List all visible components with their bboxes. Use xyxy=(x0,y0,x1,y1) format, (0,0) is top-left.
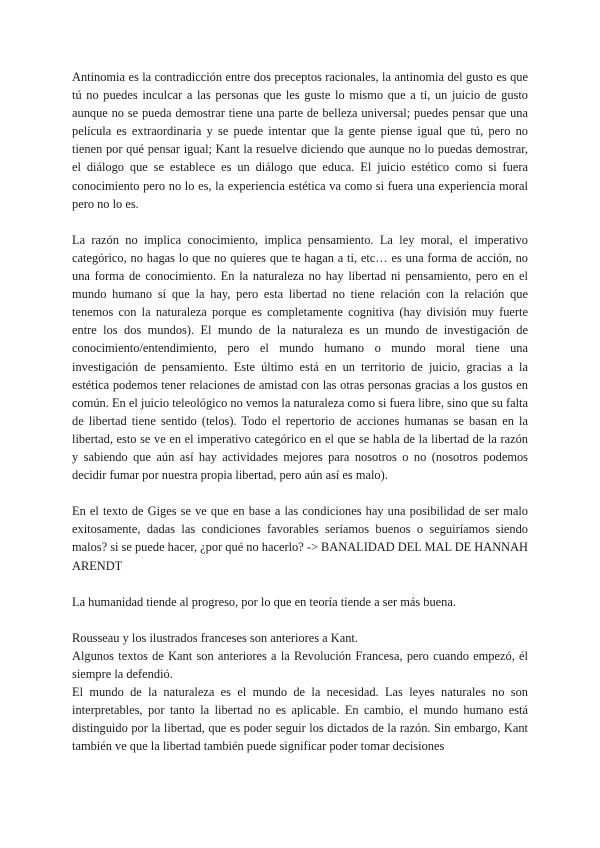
paragraph-humanidad: La humanidad tiende al progreso, por lo que en teoría tiende a ser más buena. xyxy=(72,594,456,609)
paragraph-rousseau: Rousseau y los ilustrados franceses son anteriores a Kant. xyxy=(72,630,358,645)
paragraph-revolucion: Algunos textos de Kant son anteriores a la Revolución Francesa, pero cuando empezó, él siempre la defendió. xyxy=(72,649,528,682)
paragraph-razon: La razón no implica conocimiento, implica pensamiento. La ley moral, el imperativo categórico, no hagas lo que no quieres que te hagan a ti, etc… es una forma de acción, no una forma de conocimiento. En la naturaleza no hay libertad ni pensamiento, pero en el mundo humano sí que la hay, pero esta libertad no tiene relación con la relación que tenemos con la naturaleza porque es completamente cognitiva (hay división muy fuerte entre los dos mundos). El mundo de la naturaleza es un mundo de investigación de conocimiento/entendimiento, pero el mundo humano o mundo moral tiene una investigación de pensamiento. Este último está en un territorio de juicio, gracias a la estética podemos tener relaciones de amistad con las otras personas gracias a los gustos en común. En el juicio teleológico no vemos la naturaleza como si fuera libre, sino que su falta de libertad tiene sentido (telos). Todo el repertorio de acciones humanas se basan en la libertad, esto se ve en el imperativo categórico en el que se habla de la libertad de la razón y sabiendo que aún así hay actividades mejores para nosotros o no (nosotros podemos decidir fumar por nuestra propia libertad, pero aún así es malo). xyxy=(72,232,528,483)
paragraph-antinomia: Antinomia es la contradicción entre dos preceptos racionales, la antinomia del gusto es que tú no puedes inculcar a las personas que les guste lo mismo que a ti, un juicio de gusto aunque no se pueda demostrar tiene una parte de belleza universal; puedes pensar que una película es extraordinaria y se puede intentar que la gente piense igual que tú, pero no tienen por qué pensar igual; Kant la resuelve diciendo que aunque no lo puedas demostrar, el diálogo que se establece es un diálogo que educa. El juicio estético como si fuera conocimiento pero no lo es, la experiencia estética va como si fuera una experiencia moral pero no lo es. xyxy=(72,70,528,211)
document-body xyxy=(72,68,528,756)
paragraph-giges: En el texto de Giges se ve que en base a las condiciones hay una posibilidad de ser malo exitosamente, dadas las condiciones favorables seríamos buenos o seguiríamos siendo malos? si se puede hacer, ¿por qué no hacerlo? -> BANALIDAD DEL MAL DE HANNAH ARENDT xyxy=(72,504,528,573)
paragraph-naturaleza: El mundo de la naturaleza es el mundo de la necesidad. Las leyes naturales no son interpretables, por tanto la libertad no es aplicable. En cambio, el mundo humano está distinguido por la libertad, que es poder seguir los dictados de la razón. Sin embargo, Kant también ve que la libertad también puede significar poder tomar decisiones xyxy=(72,685,528,754)
